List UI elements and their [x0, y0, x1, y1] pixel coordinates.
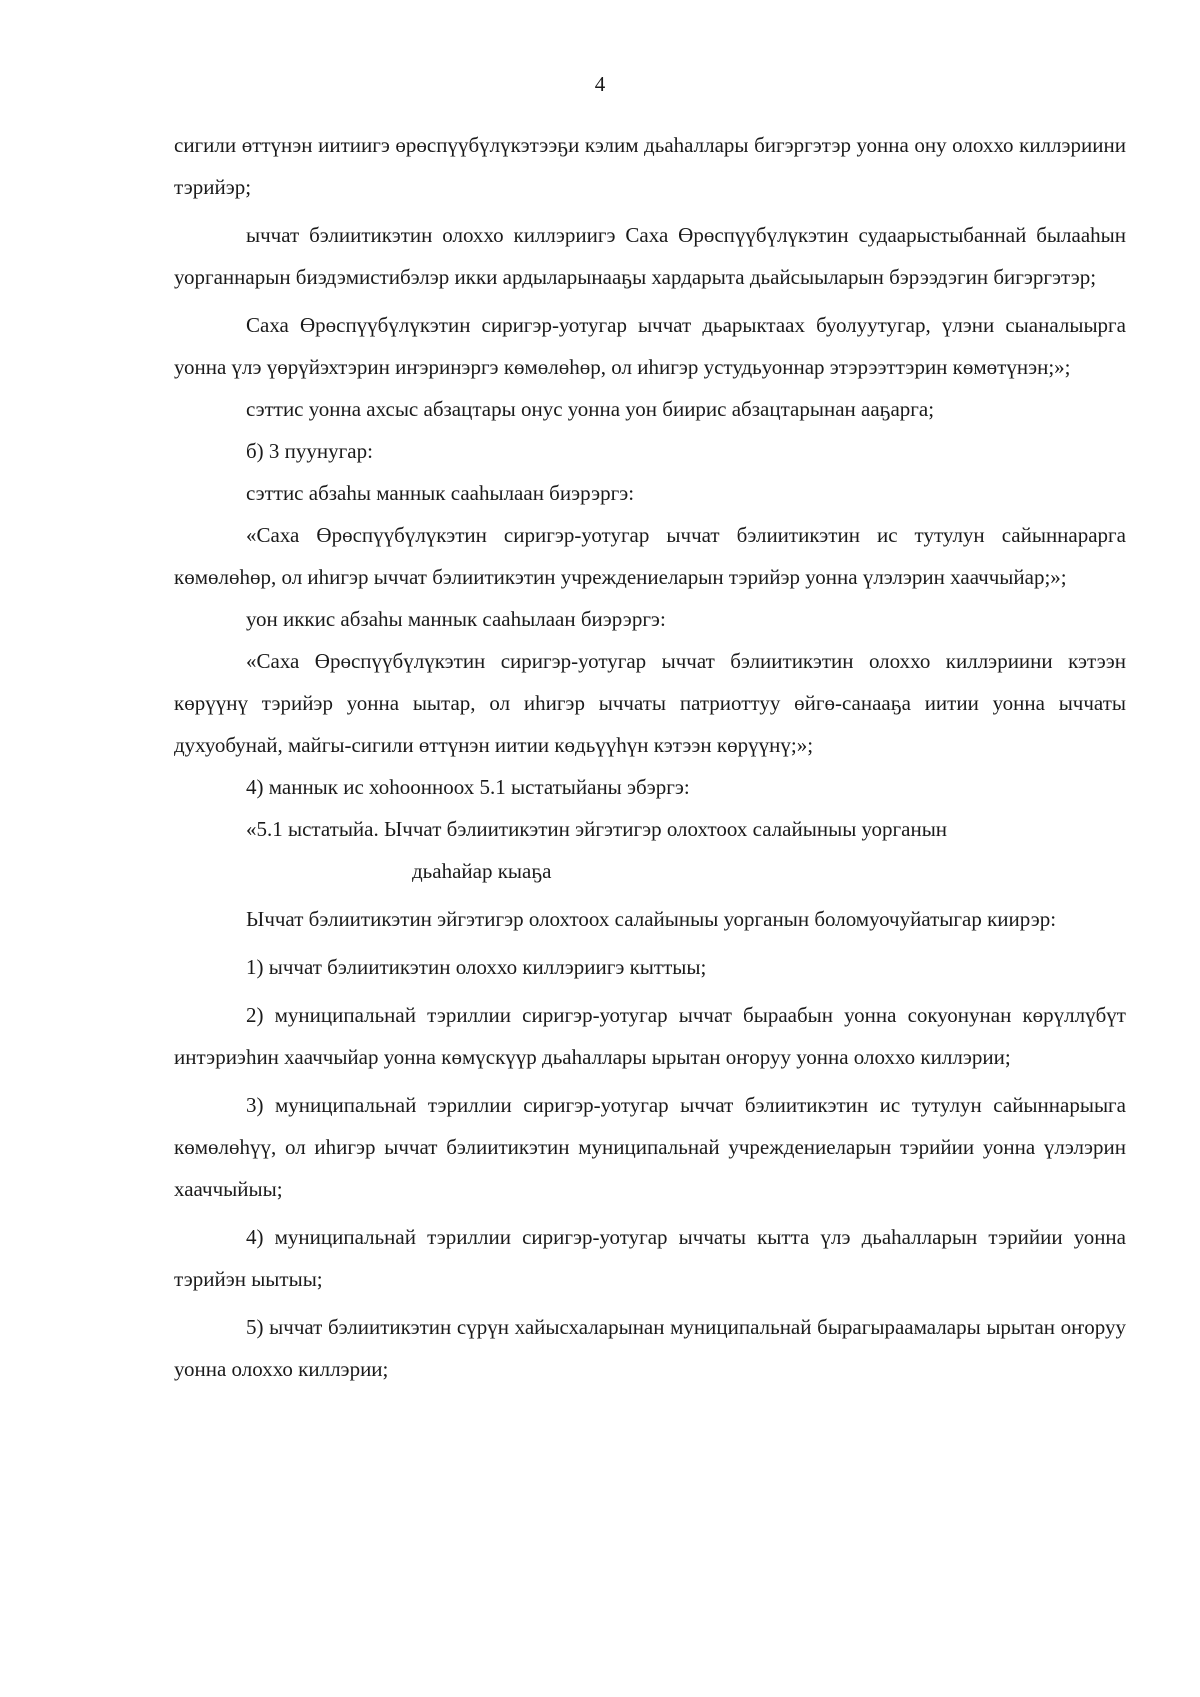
paragraph-renumber-abzats: сэттис уонна ахсыс абзацтары онус уонна уон биирис абзацтарынан ааҕарга;	[246, 397, 935, 421]
list-item-3: 3) муниципальнай тэриллии сиригэр-уотугар ыччат бэлиитикэтин ис тутулун сайыннарыыга көмөлөһүү, ол иһигэр ыччат бэлиитикэтин муниципальнай учреждениеларын тэрийии уонна үлэлэрин хааччыйыы;	[174, 1093, 1126, 1201]
paragraph-powers-intro: Ыччат бэлиитикэтин эйгэтигэр олохтоох салайыныы уорганын боломуочуйатыгар киирэр:	[246, 907, 1057, 931]
paragraph-youth-employment: Саха Өрөспүүбүлүкэтин сиригэр-уотугар ыччат дьарыктаах буолуутугар, үлэни сыаналыырга уонна үлэ үөрүйэхтэрин иҥэринэргэ көмөлөһөр, ол иһигэр устудьуоннар этэрээттэрин көмөтүнэн;»;	[174, 313, 1126, 379]
list-item-5: 5) ыччат бэлиитикэтин сүрүн хайысхаларынан муниципальнай бырагыраамалары ырытан оҥоруу уонна олоххо киллэрии;	[174, 1315, 1126, 1381]
document-body	[174, 124, 1126, 1390]
paragraph-order-of-interaction: ыччат бэлиитикэтин олоххо киллэриигэ Саха Өрөспүүбүлүкэтин судаарыстыбаннай былааһын уорганнарын биэдэмистибэлэр икки ардыларынааҕы хардарыта дьайсыыларын бэрээдэгин бигэргэтэр;	[174, 223, 1126, 289]
list-item-1: 1) ыччат бэлиитикэтин олоххо киллэриигэ кыттыы;	[246, 955, 707, 979]
page-number: 4	[594, 72, 606, 96]
list-item-4: 4) муниципальнай тэриллии сиригэр-уотугар ыччаты кытта үлэ дьаһалларын тэрийии уонна тэрийэн ыытыы;	[174, 1225, 1126, 1291]
paragraph-quote-monitoring: «Саха Өрөспүүбүлүкэтин сиригэр-уотугар ыччат бэлиитикэтин олоххо киллэриини кэтээн көрүүнү тэрийэр уонна ыытар, ол иһигэр ыччаты патриоттуу өйгө-санааҕа иитии уонна ыччаты духуобунай, майгы-сигили өттүнэн иитии көдьүүһүн кэтээн көрүүнү;»;	[174, 649, 1126, 757]
paragraph-seventh-abzats: сэттис абзаһы маннык сааһылаан биэрэргэ:	[246, 481, 635, 505]
article-title-line-2: дьаһайар кыаҕа	[412, 859, 552, 883]
paragraph-continuation: сигили өттүнэн иитиигэ өрөспүүбүлүкэтээҕи кэлим дьаһаллары бигэргэтэр уонна ону олоххо киллэриини тэрийэр;	[174, 133, 1126, 199]
paragraph-twelfth-abzats: уон иккис абзаһы маннык сааһылаан биэрэргэ:	[246, 607, 666, 631]
paragraph-item-4: 4) маннык ис хоһоонноох 5.1 ыстатыйаны эбэргэ:	[246, 775, 690, 799]
article-title-line-1: «5.1 ыстатыйа. Ыччат бэлиитикэтин эйгэтигэр олохтоох салайыныы уорганын	[246, 817, 948, 841]
paragraph-item-b: б) 3 пуунугар:	[246, 439, 373, 463]
paragraph-quote-structure: «Саха Өрөспүүбүлүкэтин сиригэр-уотугар ыччат бэлиитикэтин ис тутулун сайыннарарга көмөлөһөр, ол иһигэр ыччат бэлиитикэтин учреждениеларын тэрийэр уонна үлэлэрин хааччыйар;»;	[174, 523, 1126, 589]
list-item-2: 2) муниципальнай тэриллии сиригэр-уотугар ыччат быраабын уонна сокуонунан көрүллүбүт интэриэһин хааччыйар уонна көмүскүүр дьаһаллары ырытан оҥоруу уонна олоххо киллэрии;	[174, 1003, 1126, 1069]
